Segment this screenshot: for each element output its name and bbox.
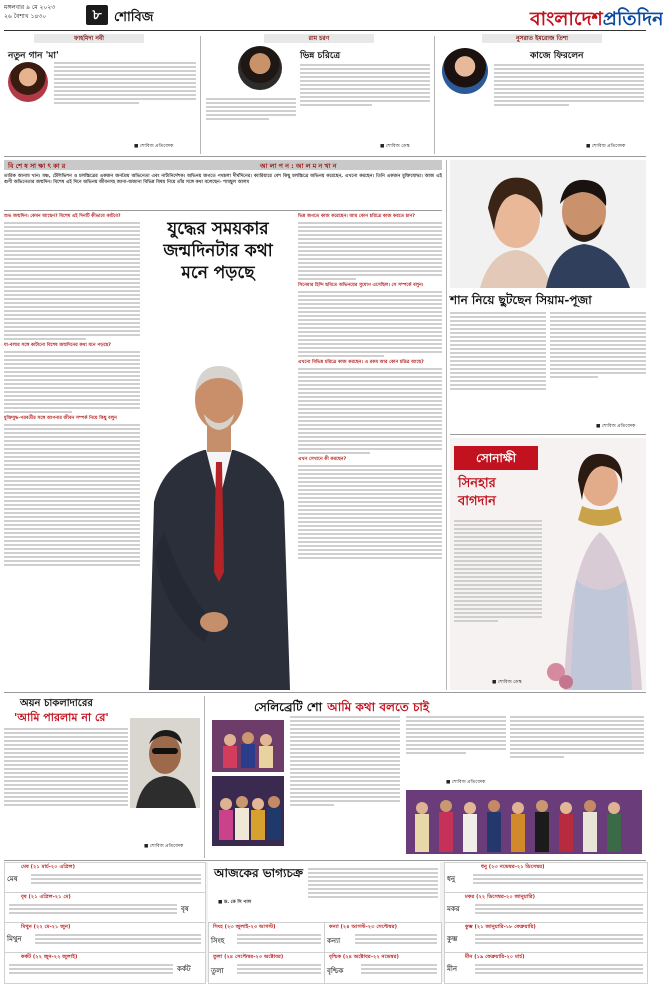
horoscope-title: আজকের ভাগ্যচক্র — [214, 866, 304, 880]
sonakshi-headline-2: সিনহার — [458, 476, 496, 491]
credit: ■ শোবিজ ডেস্ক — [380, 144, 410, 149]
celebrity-body-1 — [290, 714, 400, 854]
show-photo-2 — [212, 776, 284, 846]
zodiac-sign-icon: কুম্ভ — [447, 935, 458, 943]
zodiac-entry: মিথুন (২২ মে-২১ জুন) মিথুন — [4, 922, 206, 954]
date-line-bangla: ২৬ বৈশাখ ১৪৩০ — [4, 13, 47, 20]
sonakshi-section — [450, 438, 646, 690]
shan-body-right — [550, 310, 646, 422]
question: ভিন্ন জগতে কাজ করেছেন। আর কোন চরিত্রে কাজ করতে চান? — [298, 214, 415, 219]
interview-banner — [4, 160, 442, 170]
fahmida-photo — [8, 62, 48, 102]
answer — [298, 465, 442, 559]
ram-charan-photo — [238, 46, 282, 90]
answer — [298, 222, 442, 280]
zodiac-entry: মীন (১৯ ফেব্রুয়ারি-২০ মার্চ) মীন — [444, 952, 648, 984]
zodiac-sign-icon: ধনু — [447, 875, 456, 883]
zodiac-sign-icon: বৃশ্চিক — [327, 967, 344, 975]
interview-intro: তারিক আনাম খান। মঞ্চ, টেলিভিশন ও চলচ্চিত্রের একজন জনপ্রিয় অভিনেতা এবং নাট্যনির্দেশক। অভিনয় জগতে পথচলা দীর্ঘদিনের। ক্যারিয়ারে বেশ কিছু চলচ্চিত্রে অভিনয় করেছেন, এখনো করছেন। তিনি একজন মুক্তিযোদ্ধা। আজ এই গুণী অভিনেতার জন্মদিন। বিশেষ এই দিনে অভিনয় জীবনসহ জানা-অজানা বিভিন্ন বিষয় নিয়ে তাঁর সঙ্গে কথা বলেছেন- শামছুল আলম — [4, 174, 442, 186]
sonakshi-body — [454, 518, 542, 678]
answer — [298, 291, 442, 357]
ayon-body — [4, 726, 128, 850]
siam-puja-photo — [450, 160, 646, 288]
question: এখন সেখানে কী করছেন? — [298, 457, 347, 463]
story-body — [300, 62, 430, 142]
story-ram-charan — [204, 34, 432, 154]
sonakshi-headline-3: বাগদান — [458, 494, 496, 509]
horoscope-author: ■ ড. কে সি পাল — [218, 900, 252, 905]
sonakshi-credit: ■ শোবিজ ডেস্ক — [492, 680, 522, 685]
question: সিনেমার হিন্দি ছবিতে অভিনয়ের সুযোগ এসেছিল। সে সম্পর্কে বলুন। — [298, 283, 424, 289]
story-title: কাজে ফিরলেন — [530, 51, 584, 61]
ayon-credit: ■ শোবিজ প্রতিবেদক — [144, 844, 184, 849]
zodiac-entry: বৃষ (২১ এপ্রিল-২১ মে) বৃষ — [4, 892, 206, 924]
kicker: রাম চরণ — [264, 34, 374, 43]
zodiac-entry: তুলা (২৪ সেপ্টেম্বর-২৩ অক্টোবর) তুলা — [208, 952, 326, 984]
question: শুভ জন্মদিন। কেমন আছেন? বিশেষ এই দিনটি কীভাবে কাটবে? — [4, 214, 121, 219]
zodiac-entry: মেষ (২১ মার্চ-২০ এপ্রিল) মেষ — [4, 862, 206, 894]
ayon-story — [4, 696, 202, 858]
section-title: শোবিজ — [114, 10, 154, 25]
celebrity-show-story — [208, 696, 646, 858]
ayon-photo — [130, 718, 200, 808]
zodiac-sign-icon: মিথুন — [7, 935, 22, 943]
answer — [4, 424, 140, 566]
story-body-left — [206, 96, 296, 142]
celebrity-credit: ■ শোবিজ প্রতিবেদক — [446, 780, 486, 785]
pull-quote: যুদ্ধের সময়কার জন্মদিনটার কথা মনে পড়ছে — [163, 219, 273, 283]
shan-headline: শান নিয়ে ছুটছেন সিয়াম-পূজা — [450, 293, 592, 307]
page-number: ৮ — [86, 5, 108, 25]
celebrity-title: সেলিব্রেটি শো আমি কথা বলতে চাই — [254, 700, 430, 714]
zodiac-sign-icon: কর্কট — [177, 965, 191, 973]
zodiac-entry: ধনু (২৩ নভেম্বর-২১ ডিসেম্বর) ধনু — [444, 862, 648, 894]
story-fahmida — [4, 34, 198, 154]
story-body — [494, 62, 644, 142]
zodiac-sign-icon: মীন — [447, 965, 458, 973]
date-line: মঙ্গলবার ৯ মে ২০২৩ — [4, 4, 56, 11]
sonakshi-photo — [542, 440, 646, 690]
ayon-title-2: 'আমি পারলাম না রে' — [14, 711, 109, 724]
show-photo-1 — [212, 720, 284, 772]
banner-right: আ লা প ন : আ ল ম ন খা ন — [260, 162, 337, 170]
zodiac-sign-icon: কন্যা — [327, 937, 341, 945]
shan-body-left — [450, 310, 546, 432]
story-body — [54, 60, 196, 142]
zodiac-sign-icon: মকর — [447, 905, 460, 913]
credit: ■ শোবিজ প্রতিবেদক — [134, 144, 174, 149]
story-title: ভিন্ন চরিত্রে — [300, 51, 341, 61]
ayon-title-1: অয়ন চাকলাদারের — [20, 698, 93, 709]
answer — [4, 222, 140, 340]
zodiac-sign-icon: বৃষ — [181, 905, 189, 913]
kicker: ফাহমিদা নবী — [34, 34, 144, 43]
sonakshi-headline-1: সোনাক্ষী — [454, 446, 538, 470]
zodiac-entry: মকর (২২ ডিসেম্বর-২০ জানুয়ারি) মকর — [444, 892, 648, 924]
interview-column-left — [4, 214, 140, 690]
answer — [4, 351, 140, 413]
zodiac-entry: বৃশ্চিক (২৪ অক্টোবর-২২ নভেম্বর) বৃশ্চিক — [324, 952, 442, 984]
celebrity-body-3 — [510, 714, 644, 786]
masthead-logo: বাংলাদেশপ্রতিদিন — [530, 8, 663, 30]
celebrity-body-2 — [406, 714, 506, 778]
show-group-photo — [406, 790, 642, 854]
couple-illustration — [450, 160, 646, 288]
zodiac-entry: কুম্ভ (২১ জানুয়ারি-১৮ ফেব্রুয়ারি) কুম্ভ — [444, 922, 648, 954]
zodiac-sign-icon: সিংহ — [211, 937, 225, 945]
kicker: নুসরাত ইমরোজ তিশা — [482, 34, 602, 43]
zodiac-entry: সিংহ (২৩ জুলাই-২৩ আগস্ট) সিংহ — [208, 922, 326, 954]
zodiac-entry: কর্কট (২২ জুন-২২ জুলাই) কর্কট — [4, 952, 206, 984]
portrait-illustration — [144, 322, 294, 690]
story-tisha — [438, 34, 646, 154]
question: মুক্তিযুদ্ধ-পরবর্তীর সঙ্গে আপনার জীবন সম্পর্ক নিয়ে কিছু বলুন — [4, 416, 117, 422]
tisha-photo — [442, 48, 488, 94]
horoscope-section — [4, 862, 646, 982]
zodiac-sign-icon: মেষ — [7, 875, 18, 883]
shan-credit: ■ শোবিজ প্রতিবেদক — [596, 424, 636, 429]
question: যা-বলার সঙ্গে কাটানো বিশেষ জন্মদিনের কথা মনে পড়ছে? — [4, 343, 111, 349]
banner-left: বি শে ষ সা ক্ষা ৎ কা র — [8, 162, 66, 170]
question: এখনো বিভিন্ন চরিত্রে কাজ করছেন। এ রকম আর কোন চরিত্র আছে? — [298, 360, 424, 366]
horoscope-title-block — [208, 862, 440, 922]
story-title: নতুন গান 'মা' — [8, 51, 59, 61]
interview-column-right — [298, 214, 442, 690]
zodiac-sign-icon: তুলা — [211, 967, 224, 975]
credit: ■ শোবিজ প্রতিবেদক — [586, 144, 626, 149]
page-header — [4, 3, 663, 30]
zodiac-entry: কন্যা (২৪ আগস্ট-২৩ সেপ্টেম্বর) কন্যা — [324, 922, 442, 954]
answer — [298, 368, 442, 454]
tarik-anam-photo — [144, 322, 294, 690]
